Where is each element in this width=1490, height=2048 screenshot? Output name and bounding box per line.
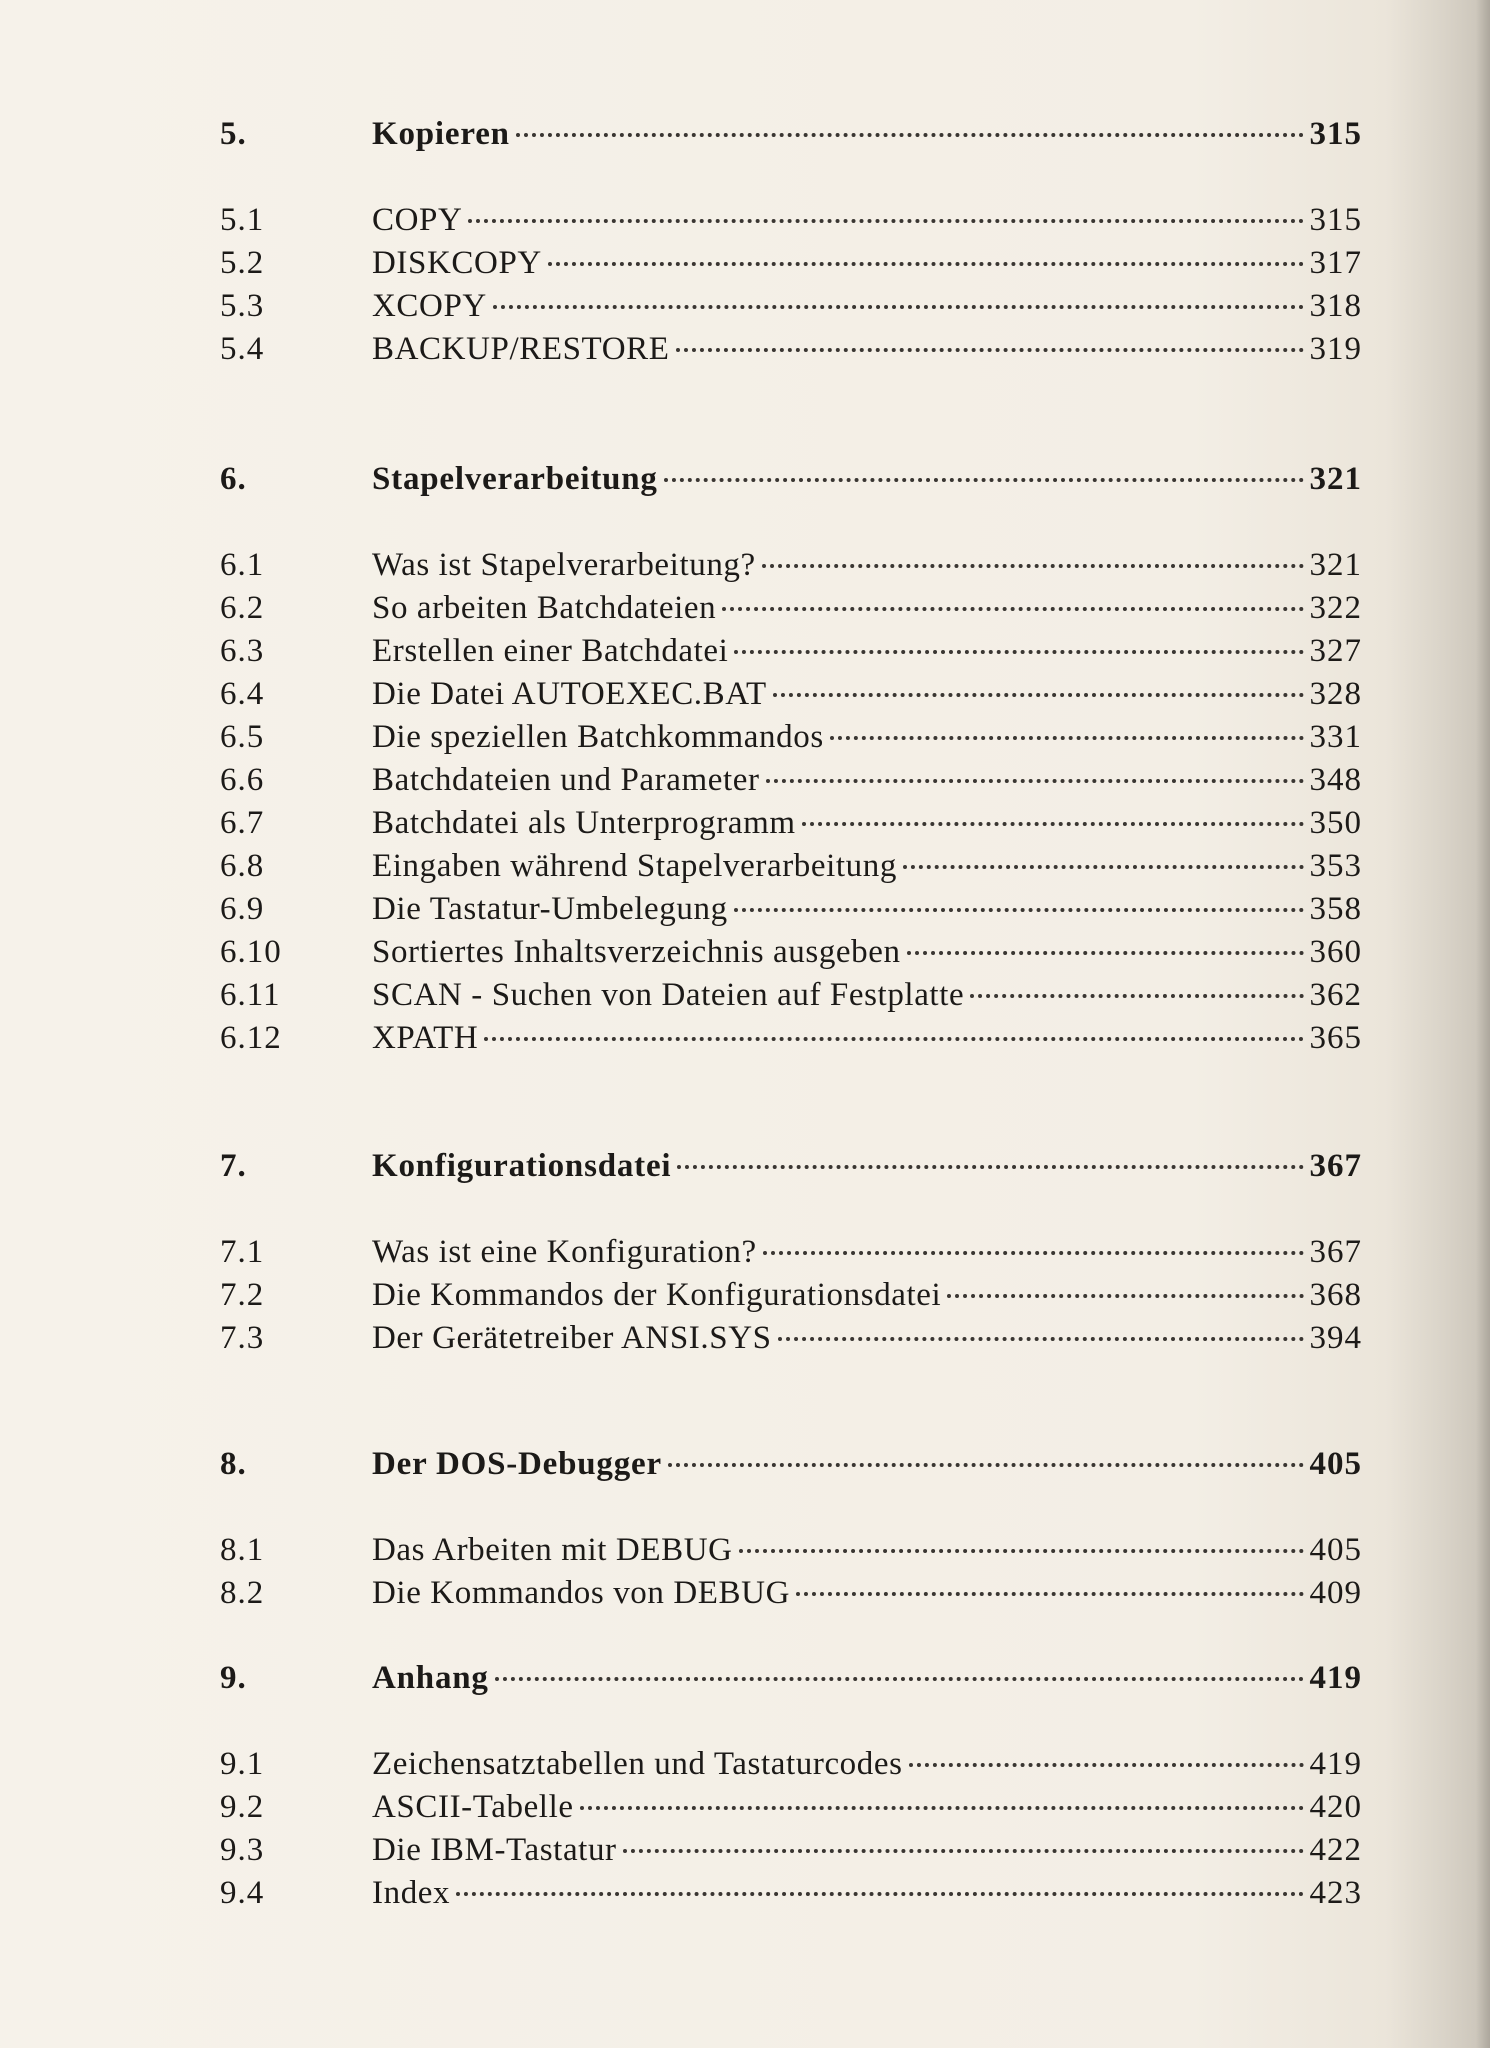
chapter-title: Stapelverarbeitung <box>372 461 658 497</box>
page-number: 315 <box>1309 202 1362 238</box>
toc-section <box>220 1316 1362 1360</box>
toc-chapter-8 <box>220 1442 1362 1486</box>
section-number: 7.1 <box>220 1234 265 1270</box>
section-title: Die Kommandos von DEBUG <box>372 1575 791 1611</box>
toc-chapter-7 <box>220 1144 1362 1188</box>
page-number: 321 <box>1309 461 1362 497</box>
toc-section <box>220 586 1362 630</box>
section-number: 6.7 <box>220 805 265 841</box>
toc-section <box>220 327 1362 371</box>
dot-leader <box>456 1892 1303 1896</box>
page-number: 409 <box>1309 1575 1362 1611</box>
dot-leader <box>734 650 1303 654</box>
section-title: ASCII-Tabelle <box>372 1789 574 1825</box>
section-title: Was ist eine Konfiguration? <box>372 1234 757 1270</box>
toc-section <box>220 887 1362 931</box>
section-title: Index <box>372 1875 451 1911</box>
dot-leader <box>484 1037 1303 1041</box>
chapter-title: Kopieren <box>372 116 510 152</box>
toc-section <box>220 543 1362 587</box>
toc-section <box>220 629 1362 673</box>
dot-leader <box>907 951 1304 955</box>
section-number: 6.1 <box>220 547 265 583</box>
dot-leader <box>623 1849 1304 1853</box>
section-number: 5.3 <box>220 288 265 324</box>
chapter-number: 5. <box>220 116 247 152</box>
toc-section <box>220 930 1362 974</box>
section-title: Batchdateien und Parameter <box>372 762 760 798</box>
dot-leader <box>516 133 1304 137</box>
dot-leader <box>722 607 1303 611</box>
page-number: 350 <box>1309 805 1362 841</box>
page-number: 405 <box>1309 1446 1362 1482</box>
toc-chapter-6 <box>220 457 1362 501</box>
page-number: 348 <box>1309 762 1362 798</box>
page-number: 422 <box>1309 1832 1362 1868</box>
dot-leader <box>548 262 1304 266</box>
page-number: 358 <box>1309 891 1362 927</box>
toc-section <box>220 1871 1362 1915</box>
dot-leader <box>468 219 1303 223</box>
toc-section <box>220 758 1362 802</box>
section-number: 9.2 <box>220 1789 265 1825</box>
page-number: 419 <box>1309 1746 1362 1782</box>
section-title: Die Datei AUTOEXEC.BAT <box>372 676 767 712</box>
page-number: 419 <box>1309 1660 1362 1696</box>
section-number: 9.3 <box>220 1832 265 1868</box>
page-number: 362 <box>1309 977 1362 1013</box>
toc-section <box>220 1571 1362 1615</box>
toc-section <box>220 801 1362 845</box>
section-title: Eingaben während Stapelverarbeitung <box>372 848 897 884</box>
section-number: 5.1 <box>220 202 265 238</box>
chapter-title: Anhang <box>372 1660 489 1696</box>
toc-section <box>220 715 1362 759</box>
dot-leader <box>580 1806 1304 1810</box>
dot-leader <box>766 779 1304 783</box>
dot-leader <box>677 1165 1303 1169</box>
toc-section <box>220 844 1362 888</box>
section-number: 6.12 <box>220 1020 282 1056</box>
dot-leader <box>763 1251 1304 1255</box>
section-title: Das Arbeiten mit DEBUG <box>372 1532 733 1568</box>
page-number: 319 <box>1309 331 1362 367</box>
toc-section <box>220 1273 1362 1317</box>
section-title: BACKUP/RESTORE <box>372 331 670 367</box>
dot-leader <box>773 693 1304 697</box>
page-number: 405 <box>1309 1532 1362 1568</box>
toc-section <box>220 1016 1362 1060</box>
toc-section <box>220 1528 1362 1572</box>
section-title: SCAN - Suchen von Dateien auf Festplatte <box>372 977 965 1013</box>
section-title: Sortiertes Inhaltsverzeichnis ausgeben <box>372 934 901 970</box>
section-number: 6.4 <box>220 676 265 712</box>
section-number: 8.1 <box>220 1532 265 1568</box>
page-number: 423 <box>1309 1875 1362 1911</box>
dot-leader <box>830 736 1304 740</box>
section-number: 6.10 <box>220 934 282 970</box>
toc-section <box>220 1230 1362 1274</box>
dot-leader <box>734 908 1304 912</box>
toc-chapter-9 <box>220 1656 1362 1700</box>
page-number: 331 <box>1309 719 1362 755</box>
section-number: 5.4 <box>220 331 265 367</box>
section-title: Zeichensatztabellen und Tastaturcodes <box>372 1746 903 1782</box>
section-number: 5.2 <box>220 245 265 281</box>
toc-section <box>220 672 1362 716</box>
dot-leader <box>796 1592 1303 1596</box>
section-title: XPATH <box>372 1020 479 1056</box>
page-number: 318 <box>1309 288 1362 324</box>
page-number: 317 <box>1309 245 1362 281</box>
section-number: 6.5 <box>220 719 265 755</box>
dot-leader <box>493 305 1304 309</box>
dot-leader <box>739 1549 1304 1553</box>
section-title: Die Kommandos der Konfigurationsdatei <box>372 1277 942 1313</box>
chapter-number: 9. <box>220 1660 247 1696</box>
dot-leader <box>762 564 1304 568</box>
section-number: 6.11 <box>220 977 281 1013</box>
section-title: Die Tastatur-Umbelegung <box>372 891 728 927</box>
section-number: 6.9 <box>220 891 265 927</box>
toc-section <box>220 241 1362 285</box>
page-number: 353 <box>1309 848 1362 884</box>
page-number: 321 <box>1309 547 1362 583</box>
toc-section <box>220 973 1362 1017</box>
section-title: DISKCOPY <box>372 245 542 281</box>
section-number: 9.1 <box>220 1746 265 1782</box>
page-number: 394 <box>1309 1320 1362 1356</box>
dot-leader <box>802 822 1304 826</box>
toc-section <box>220 1828 1362 1872</box>
page-number: 365 <box>1309 1020 1362 1056</box>
page-number: 322 <box>1309 590 1362 626</box>
dot-leader <box>664 478 1304 482</box>
section-number: 7.2 <box>220 1277 265 1313</box>
page-number: 367 <box>1309 1148 1362 1184</box>
page-number: 420 <box>1309 1789 1362 1825</box>
section-title: Erstellen einer Batchdatei <box>372 633 729 669</box>
chapter-number: 6. <box>220 461 247 497</box>
page-number: 367 <box>1309 1234 1362 1270</box>
dot-leader <box>778 1337 1304 1341</box>
section-number: 6.3 <box>220 633 265 669</box>
chapter-title: Konfigurationsdatei <box>372 1148 672 1184</box>
section-title: Der Gerätetreiber ANSI.SYS <box>372 1320 772 1356</box>
chapter-number: 7. <box>220 1148 247 1184</box>
page-number: 328 <box>1309 676 1362 712</box>
toc-section <box>220 1742 1362 1786</box>
chapter-title: Der DOS-Debugger <box>372 1446 662 1482</box>
toc-section <box>220 1785 1362 1829</box>
dot-leader <box>909 1763 1304 1767</box>
section-number: 6.2 <box>220 590 265 626</box>
chapter-number: 8. <box>220 1446 247 1482</box>
toc-section <box>220 284 1362 328</box>
section-number: 7.3 <box>220 1320 265 1356</box>
dot-leader <box>668 1463 1304 1467</box>
section-number: 6.6 <box>220 762 265 798</box>
dot-leader <box>676 348 1304 352</box>
section-number: 8.2 <box>220 1575 265 1611</box>
section-title: Die IBM-Tastatur <box>372 1832 617 1868</box>
section-number: 6.8 <box>220 848 265 884</box>
dot-leader <box>970 994 1303 998</box>
section-title: Was ist Stapelverarbeitung? <box>372 547 756 583</box>
section-title: So arbeiten Batchdateien <box>372 590 717 626</box>
page-number: 315 <box>1309 116 1362 152</box>
page-number: 327 <box>1309 633 1362 669</box>
section-title: Batchdatei als Unterprogramm <box>372 805 796 841</box>
section-title: Die speziellen Batchkommandos <box>372 719 824 755</box>
dot-leader <box>495 1677 1304 1681</box>
section-title: XCOPY <box>372 288 487 324</box>
section-title: COPY <box>372 202 463 238</box>
dot-leader <box>903 865 1304 869</box>
toc-section <box>220 198 1362 242</box>
section-number: 9.4 <box>220 1875 265 1911</box>
toc-chapter-5 <box>220 112 1362 156</box>
dot-leader <box>947 1294 1303 1298</box>
page-number: 368 <box>1309 1277 1362 1313</box>
page-number: 360 <box>1309 934 1362 970</box>
